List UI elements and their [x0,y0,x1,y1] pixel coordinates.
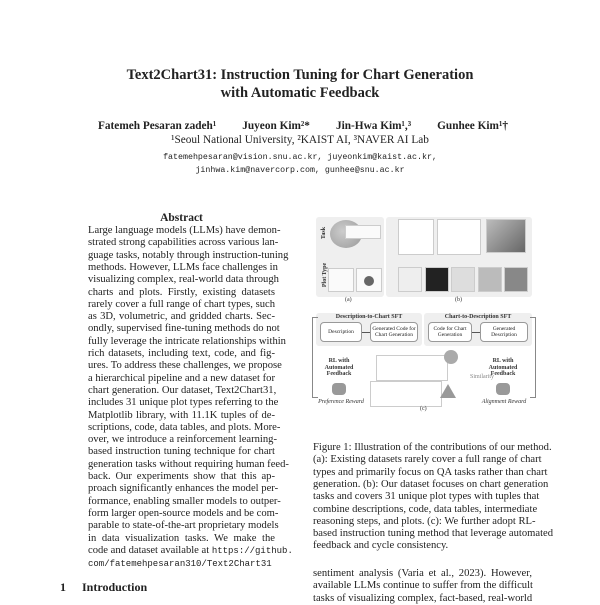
sft-right-label: Chart-to-Description SFT [444,314,512,320]
abs-line: Matplotlib library, with 11.1K tuples of de- [88,409,275,421]
cap-line: combine descriptions, code, data tables, intermediate [313,503,538,515]
abs-line: strated strong capabilities across various lan- [88,237,279,249]
generated-description-box: Generated Description [480,322,528,342]
author: Jin-Hwa Kim¹,³ [335,120,412,132]
body-line: available LLMs continue to suffer from the difficult [313,580,533,592]
abs-line: as 3D, volumetric, and gridded charts. Sec- [88,311,275,323]
rl-label-left: RL with Automated Feedback [324,358,354,377]
abs-line: ures. To address these challenges, we propose [88,360,282,372]
abs-line: ondly, supervised fine-tuning methods do not [88,323,280,335]
author: Juyeon Kim²* [242,120,310,132]
description-box: Description [320,322,362,342]
url-link[interactable]: https://github. [211,546,293,556]
generated-code-box: Generated Code for Chart Generation [370,322,418,342]
cap-line: feedback and cycle consistency. [313,540,449,552]
alignment-reward-label: Alignment Reward [481,399,527,405]
warning-icon [440,384,456,398]
abs-line: guage tasks, notably through instruction-tuning [88,249,289,261]
email-line: jinhwa.kim@navercorp.com, gunhee@snu.ac.kr [195,166,405,175]
plot-thumbnail [328,268,354,292]
cap-line: types and primarily focus on QA tasks rather than chart [313,466,548,478]
plot-thumbnail [425,267,449,292]
plot-thumbnail [451,267,475,292]
email-line: fatemehpesaran@vision.snu.ac.kr, juyeonkim@kaist.ac.kr, [163,153,437,162]
abs-line: rarely cover a full range of chart types, such [88,298,275,310]
abs-line: rich datasets, including text, code, and fig- [88,348,275,359]
code-thumbnail [437,219,481,255]
abs-line: Large language models (LLMs) have demon- [88,225,281,236]
abstract-line [88,545,293,557]
abs-line: scriptions, code, data tables, and plots. More- [88,421,281,433]
abs-line: based instruction tuning technique for chart [88,446,275,458]
cap-line: based instruction tuning method that leverage automated [313,528,554,540]
body-line: tasks of visualizing complex, fact-based, real-world [313,592,533,604]
cap-line: generation. (b): Our dataset focuses on chart generation [313,478,549,490]
arrow-icon [472,332,480,333]
paper-title-line-1: Text2Chart31: Instruction Tuning for Chart Generation [126,67,474,83]
code-box: Code for Chart Generation [428,322,472,342]
qa-bubble [345,225,381,239]
abs-line: form larger open-source models and be com- [88,507,279,519]
preference-reward-label: Preference Reward [318,399,364,405]
section-heading [60,580,147,595]
plot-thumbnail [504,267,528,292]
abs-line: visualizing complex, real-world data through [88,274,279,286]
task-label: Task [321,226,328,240]
abs-line: methods. However, LLMs face challenges in [88,261,278,273]
author: Gunhee Kim¹† [437,120,508,132]
description-thumbnail [398,219,434,255]
subfigure-label: (b) [455,297,462,303]
abs-line: charts and plots. Firstly, existing datasets [88,286,275,298]
section-number: 1 [60,580,66,594]
authors [98,120,508,132]
abs-line: proach significantly enhances the model per- [88,483,279,495]
abstract-text: code and dataset available at [88,545,212,556]
cap-line: reasoning steps, and plots. (c): We further adopt RL- [313,515,536,527]
cap-line: (a): Existing datasets rarely cover a full range of chart [313,454,542,466]
plot-thumbnail [478,267,502,292]
abs-line: includes 31 unique plot types referring to the [88,397,279,409]
affiliations: ¹Seoul National University, ²KAIST AI, ³NAVER AI Lab [171,134,429,146]
abs-line: chart generation. Our dataset, Text2Chart31, [88,384,277,396]
abs-line: over, we introduce a reinforcement learning- [88,434,277,446]
3d-plot-thumbnail [486,219,526,253]
plot-type-label: Plot Type [322,262,329,288]
rl-label-right: RL with Automated Feedback [488,358,518,377]
subfigure-label: (a) [345,297,352,303]
body-line: sentiment analysis (Varia et al., 2023). However, [313,568,532,579]
abs-line: parable to state-of-the-art proprietary models [88,520,279,532]
section-title: Introduction [82,580,148,594]
check-icon [444,350,458,364]
cap-line: tasks and covers 31 unique plot types with tuples that [313,491,540,503]
feedback-arrow [530,317,536,398]
paper-title-line-2: with Automatic Feedback [220,85,380,101]
abs-line: in data visualization tasks. We make the [88,532,275,544]
abs-line: generation tasks without requiring human feed- [88,458,289,470]
subfigure-label: (c) [420,406,427,412]
sft-left-label: Description-to-Chart SFT [335,314,403,320]
abs-line: fully leverage the intricate relationships within [88,335,286,347]
robot-icon [332,383,346,395]
plot-thumbnail [356,268,382,292]
plot-thumbnail [398,267,422,292]
similarity-label: Similarity [470,374,494,380]
abstract-heading: Abstract [160,212,203,224]
code-snippet [376,355,448,381]
code-snippet [370,381,442,407]
cap-line: Figure 1: Illustration of the contributions of our method. [313,442,552,453]
url-link[interactable]: com/fatemehpesaran310/Text2Chart31 [88,559,272,569]
arrow-icon [362,332,370,333]
abs-line: formance, enabling smaller models to outper- [88,495,281,507]
feedback-arrow [312,317,318,398]
abs-line: a hierarchical pipeline and a new dataset for [88,372,275,384]
abs-line: back. Our experiments show that this ap- [88,471,275,482]
author: Fatemeh Pesaran zadeh¹ [98,120,217,132]
robot-icon [496,383,510,395]
